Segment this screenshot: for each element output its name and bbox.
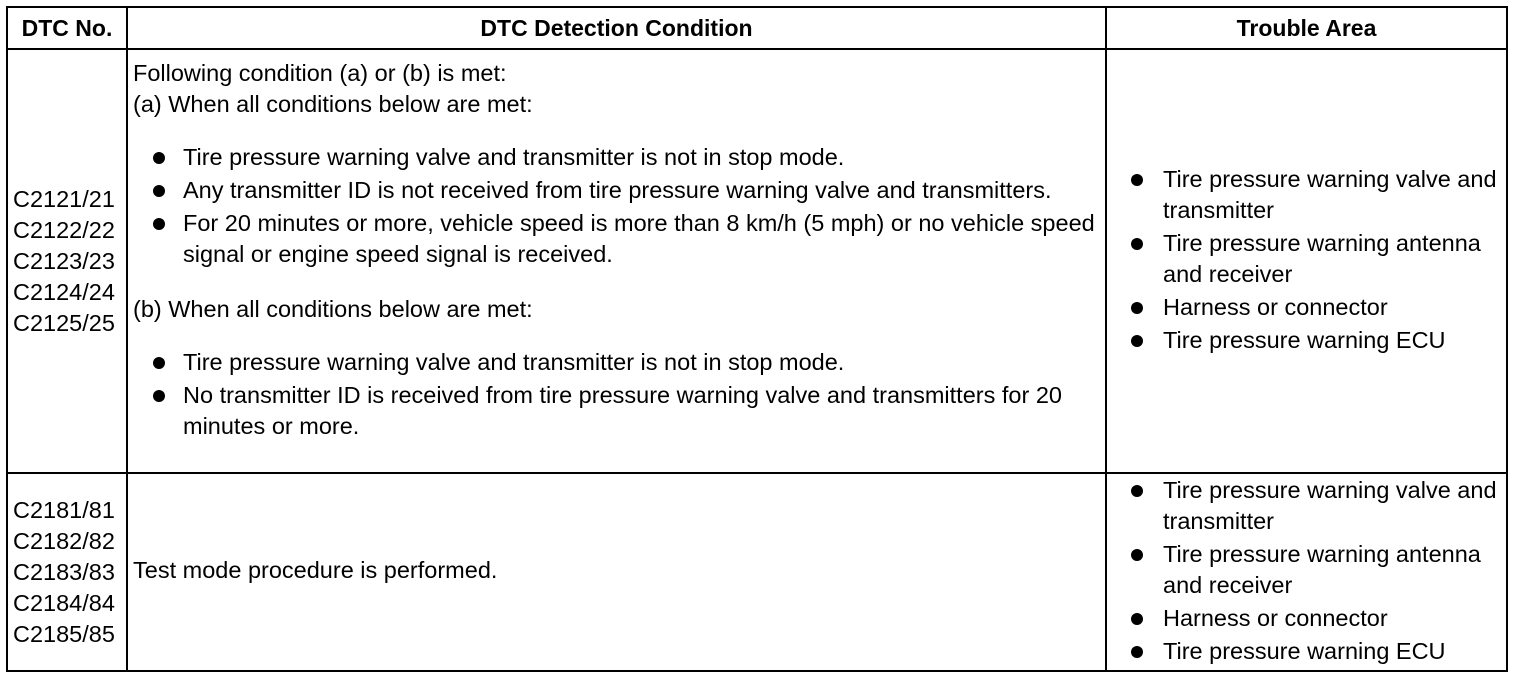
dtc-code: C2183/83: [13, 558, 115, 585]
list-item: Any transmitter ID is not received from tire pressure warning valve and transmitters.: [133, 175, 1097, 206]
header-dtc-no: DTC No.: [7, 7, 127, 49]
bullet-icon: [1131, 174, 1143, 186]
condition-a-list: [133, 142, 1097, 270]
header-condition: DTC Detection Condition: [127, 7, 1106, 49]
list-item: Harness or connector: [1107, 603, 1498, 634]
dtc-codes-cell: [7, 49, 127, 473]
dtc-code: C2182/82: [13, 527, 115, 554]
list-item: Tire pressure warning antenna and receiver: [1107, 228, 1498, 290]
list-item: Tire pressure warning valve and transmitter: [1107, 475, 1498, 537]
trouble-area-cell: [1106, 473, 1507, 671]
bullet-icon: [1131, 335, 1143, 347]
bullet-icon: [1131, 302, 1143, 314]
dtc-code: C2123/23: [13, 247, 115, 274]
trouble-area-list: [1107, 475, 1498, 667]
condition-a-label: (a) When all conditions below are met:: [133, 91, 533, 117]
bullet-icon: [153, 390, 165, 402]
bullet-icon: [153, 357, 165, 369]
header-trouble-area: Trouble Area: [1106, 7, 1507, 49]
list-item: Tire pressure warning valve and transmitter is not in stop mode.: [133, 142, 1097, 173]
condition-cell: [127, 49, 1106, 473]
list-item: No transmitter ID is received from tire pressure warning valve and transmitters for 20 minutes or more.: [133, 380, 1097, 442]
bullet-icon: [1131, 646, 1143, 658]
list-item: Harness or connector: [1107, 292, 1498, 323]
table-row: [7, 49, 1507, 473]
dtc-table: [6, 6, 1508, 672]
list-item: Tire pressure warning valve and transmitter: [1107, 164, 1498, 226]
condition-intro: Following condition (a) or (b) is met:: [133, 60, 507, 86]
table-row: [7, 473, 1507, 671]
dtc-code: C2125/25: [13, 309, 115, 336]
dtc-code: C2121/21: [13, 185, 115, 212]
list-item: Tire pressure warning antenna and receiver: [1107, 539, 1498, 601]
dtc-code: C2185/85: [13, 620, 115, 647]
list-item: Tire pressure warning ECU: [1107, 325, 1498, 356]
bullet-icon: [153, 218, 165, 230]
dtc-code: C2124/24: [13, 278, 115, 305]
header-row: [7, 7, 1507, 49]
dtc-code: C2184/84: [13, 589, 115, 616]
bullet-icon: [153, 152, 165, 164]
trouble-area-list: [1107, 164, 1498, 356]
dtc-code: C2181/81: [13, 496, 115, 523]
trouble-area-cell: [1106, 49, 1507, 473]
condition-b-list: [133, 347, 1097, 442]
dtc-codes-cell: [7, 473, 127, 671]
bullet-icon: [1131, 549, 1143, 561]
bullet-icon: [153, 185, 165, 197]
condition-b-label: (b) When all conditions below are met:: [133, 296, 533, 322]
bullet-icon: [1131, 238, 1143, 250]
bullet-icon: [1131, 485, 1143, 497]
dtc-code: C2122/22: [13, 216, 115, 243]
list-item: Tire pressure warning valve and transmitter is not in stop mode.: [133, 347, 1097, 378]
list-item: Tire pressure warning ECU: [1107, 636, 1498, 667]
condition-text: Test mode procedure is performed.: [133, 556, 498, 583]
list-item: For 20 minutes or more, vehicle speed is more than 8 km/h (5 mph) or no vehicle speed signal or engine speed signal is received.: [133, 208, 1097, 270]
condition-cell: [127, 473, 1106, 671]
bullet-icon: [1131, 613, 1143, 625]
